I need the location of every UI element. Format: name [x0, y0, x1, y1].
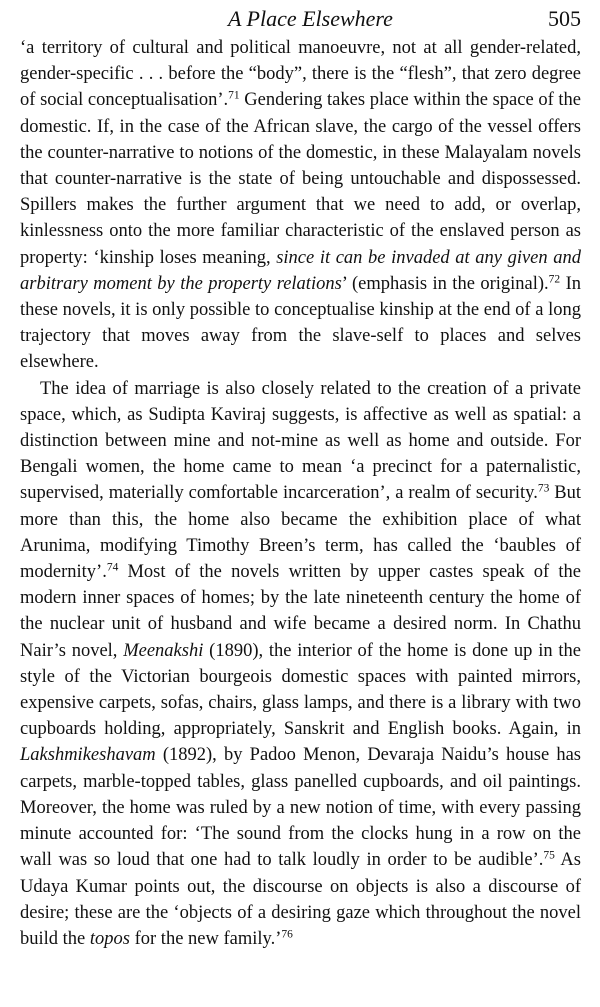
- page-number: 505: [548, 6, 581, 31]
- footnote-ref-73: 73: [537, 483, 550, 496]
- text-run: In these novels, it is only possible to conceptualise kinship at the end of a long trajectory that moves away from the slave-self to places and selves elsewhere.: [20, 273, 581, 373]
- footnote-ref-71: 71: [228, 90, 240, 103]
- italic-quotation: since it can be invaded at any given and arbitrary moment by the property relations: [20, 247, 581, 294]
- running-title: A Place Elsewhere: [228, 6, 393, 31]
- text-run: Gendering takes place within the space of the domestic. If, in the case of the African slave, the cargo of the vessel offers the counter-narrative to notions of the domestic, in these Malayalam novels that counter-narrative is the state of being untouchable and dispossessed. Spillers makes the further argument that we need to add, or overlap, kinlessness onto the more familiar characteristic of the enslaved person as property: ‘kinship loses meaning,: [20, 90, 582, 268]
- book-title-meenakshi: Meenakshi: [123, 640, 204, 661]
- paragraph-2: [20, 376, 581, 952]
- footnote-ref-72: 72: [548, 273, 561, 286]
- text-run: for the new family.’: [129, 928, 282, 949]
- italic-term-topos: topos: [89, 928, 130, 949]
- text-run: But more than this, the home also became the exhibition place of what Arunima, modifying Timothy Breen’s term, has called the ‘baubles of modernity’.: [20, 483, 581, 583]
- text-run: (1892), by Padoo Menon, Devaraja Naidu’s house has carpets, marble-topped tables, glass panelled cupboards, and oil paintings. Moreover, the home was ruled by a new notion of time, with every passing minute accounted for: ‘The sound from the clocks hung in a row on the wall was so loud that one had to talk loudly in order to be audible’.: [20, 745, 581, 871]
- body-text: [20, 35, 581, 952]
- text-run: The idea of marriage is also closely related to the creation of a private space, which, as Sudipta Kaviraj suggests, is affective as well as spatial: a distinction between mine and not-mine as well as home and outside. For Bengali women, the home came to mean ‘a precinct for a paternalistic, supervised, materially comfortable incarceration’, a realm of security.: [20, 378, 581, 504]
- book-title-lakshmikeshavam: Lakshmikeshavam: [20, 745, 156, 766]
- text-run: Most of the novels written by upper castes speak of the modern inner spaces of homes; by the late nineteenth century the home of the nuclear unit of husband and wife became a desired norm. In Chathu Nair’s novel,: [20, 562, 581, 661]
- footnote-ref-75: 75: [543, 850, 555, 862]
- text-run: ‘a territory of cultural and political manoeuvre, not at all gender-related, gender-specific . . . before the “body”, there is the “flesh”, that zero degree of social conceptualisation’.: [20, 38, 581, 111]
- paragraph-1: [20, 35, 581, 376]
- text-run: ’ (emphasis in the original).: [341, 273, 549, 294]
- page-header: [0, 4, 600, 34]
- text-run: As Udaya Kumar points out, the discourse on objects is also a discourse of desire; these are the ‘objects of a desiring gaze which throughout the novel build the: [20, 850, 581, 949]
- footnote-ref-76: 76: [281, 928, 293, 941]
- footnote-ref-74: 74: [106, 561, 119, 574]
- text-run: (1890), the interior of the home is done up in the style of the Victorian bourgeois domestic spaces with painted mirrors, expensive carpets, sofas, chairs, glass lamps, and there is a library with two cupboards holding, appropriately, Sanskrit and English books. Again, in: [20, 640, 582, 740]
